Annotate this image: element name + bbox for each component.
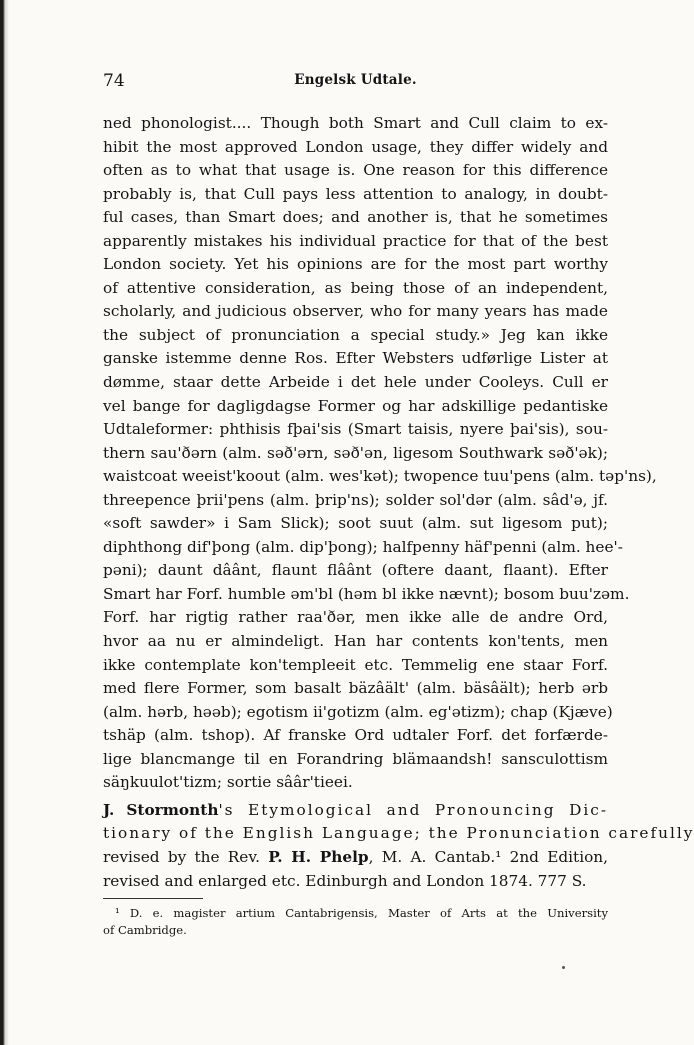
text-line: the subject of pronunciation a special study.» Jeg kan ikke (103, 325, 608, 344)
reviser-name: P. H. Phelp (268, 847, 369, 866)
edition-text: , M. A. Cantab.¹ 2nd Edition, (368, 847, 609, 866)
text-line: «soft sawder» i Sam Slick); soot suut (alm. sut ligesom put); (103, 514, 608, 533)
text-line: threepence þrii'pens (alm. þrip'ns); solder sol'dər (alm. sâd'ə, jf. (103, 490, 608, 509)
text-line: tshäp (alm. tshop). Af franske Ord udtaler Forf. det forfærde- (103, 726, 608, 745)
book-title-cont: tionary of the English Language; the Pronunciation carefully (103, 824, 694, 843)
text-line: ned phonologist.... Though both Smart and Cull claim to ex- (103, 114, 608, 132)
text-line: probably is, that Cull pays less attention to analogy, in doubt- (103, 184, 608, 203)
text-line: säŋkuulot'tizm; sortie sââr'tieei. (103, 773, 353, 792)
text-line: med flere Former, som basalt bäzâält' (alm. bäsâält); herb ərb (103, 679, 608, 698)
text-line: vel bange for dagligdagse Former og har adskillige pedantiske (103, 396, 608, 415)
text-line: apparently mistakes his individual practice for that of the best (103, 231, 608, 250)
text-line: ful cases, than Smart does; and another is, that he sometimes (103, 208, 608, 227)
text-line: dømme, staar dette Arbeide i det hele under Cooleys. Cull er (103, 373, 608, 392)
text-line: ikke contemplate kon'templeeit etc. Temmelig ene staar Forf. (103, 655, 608, 674)
page-header (103, 71, 608, 95)
footnote-line: of Cambridge. (103, 923, 187, 937)
footnote-divider (103, 898, 203, 899)
text-line: diphthong dif'þong (alm. dip'þong); halfpenny häf'penni (alm. hee'- (103, 537, 623, 556)
book-title-start: 's Etymological and Pronouncing Dic- (218, 800, 608, 819)
text-line: London society. Yet his opinions are for the most part worthy (103, 255, 608, 274)
footnote (103, 905, 608, 939)
text-line: pəni); daunt dâânt, flaunt flâânt (oftere daant, flaant). Efter (103, 561, 608, 580)
scan-speck (562, 966, 565, 969)
text-line: (alm. hərb, həəb); egotism ii'gotizm (alm. eg'ətizm); chap (Kjæve) (103, 702, 613, 721)
text-line: often as to what that usage is. One reason for this difference (103, 161, 608, 180)
text-line: hibit the most approved London usage, they differ widely and (103, 137, 608, 156)
text-line (103, 799, 608, 823)
revised-by-text: revised by the Rev. (103, 847, 269, 866)
text-line: ganske istemme denne Ros. Efter Websters udførlige Lister at (103, 349, 608, 368)
book-binding-edge (0, 0, 9, 1045)
text-line: hvor aa nu er almindeligt. Han har contents kon'tents, men (103, 632, 608, 651)
text-line (103, 846, 608, 870)
page-number: 74 (103, 71, 125, 91)
text-line: Smart har Forf. humble əm'bl (həm bl ikke nævnt); bosom buu'zəm. (103, 584, 630, 603)
footnote-line: ¹ D. e. magister artium Cantabrigensis, Master of Arts at the University (115, 906, 608, 920)
body-text (103, 112, 694, 893)
text-line: lige blancmange til en Forandring blämaandsh! sansculottism (103, 749, 608, 768)
text-line: Forf. har rigtig rather raa'ðər, men ikke alle de andre Ord, (103, 608, 608, 627)
author-name: J. Stormonth (103, 800, 219, 819)
main-paragraph (103, 112, 657, 795)
text-line: thern sau'ðərn (alm. səð'ərn, səð'ən, ligesom Southwark səð'ək); (103, 443, 608, 462)
text-line: of attentive consideration, as being those of an independent, (103, 278, 608, 297)
text-line: scholarly, and judicious observer, who for many years has made (103, 302, 608, 321)
text-line (103, 822, 694, 846)
text-line: Udtaleformer: phthisis fþai'sis (Smart taisis, nyere þai'sis), sou- (103, 420, 608, 439)
running-title: Engelsk Udtale. (294, 72, 417, 88)
text-line: revised and enlarged etc. Edinburgh and London 1874. 777 S. (103, 871, 587, 890)
text-line: waistcoat weeist'koout (alm. wes'kət); twopence tuu'pens (alm. təp'ns), (103, 467, 657, 486)
